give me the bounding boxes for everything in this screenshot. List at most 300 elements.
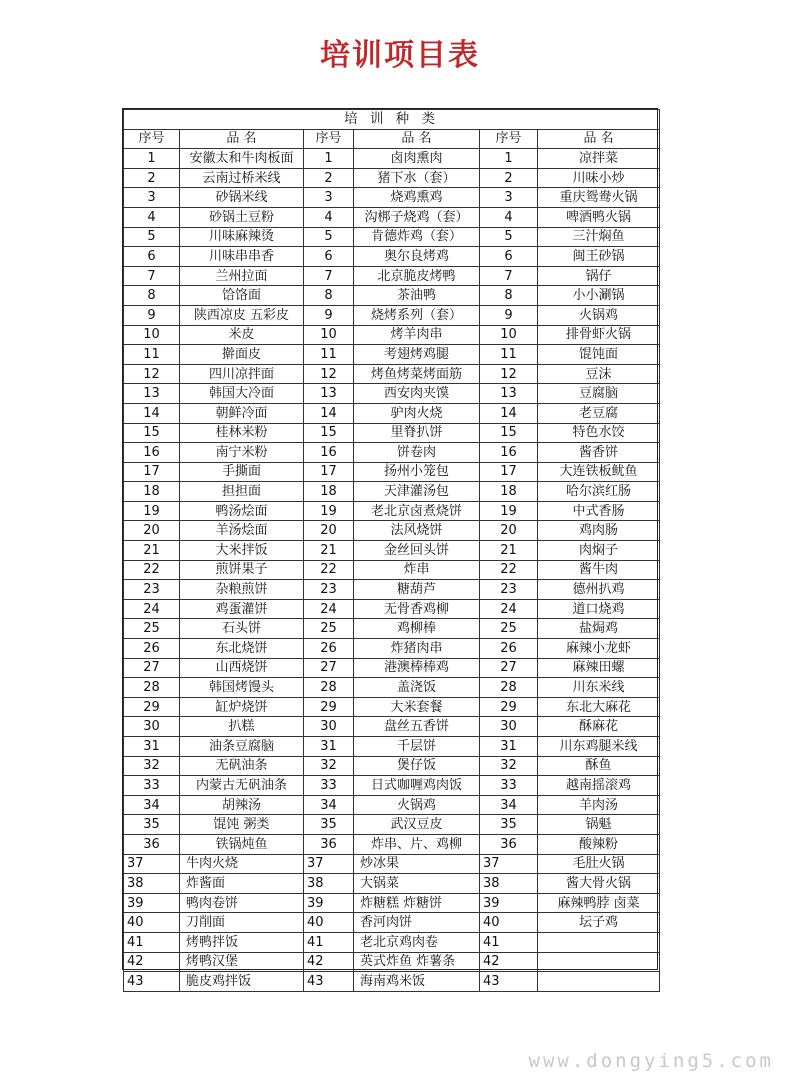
item-name: 川东鸡腿米线 bbox=[538, 737, 660, 757]
item-name: 豆沫 bbox=[538, 364, 660, 384]
item-name: 川味小炒 bbox=[538, 168, 660, 188]
item-number: 27 bbox=[124, 658, 180, 678]
item-number: 39 bbox=[124, 893, 180, 913]
table-row bbox=[124, 972, 660, 992]
item-number: 37 bbox=[480, 854, 538, 874]
item-name: 奥尔良烤鸡 bbox=[354, 247, 480, 267]
item-number: 43 bbox=[124, 972, 180, 992]
item-number: 41 bbox=[124, 932, 180, 952]
item-number: 16 bbox=[480, 443, 538, 463]
table-row bbox=[124, 364, 660, 384]
item-name: 重庆鸳鸯火锅 bbox=[538, 188, 660, 208]
item-number: 18 bbox=[124, 482, 180, 502]
item-name: 酥麻花 bbox=[538, 717, 660, 737]
item-number: 17 bbox=[480, 462, 538, 482]
item-name: 鸡蛋灌饼 bbox=[180, 599, 304, 619]
item-name: 脆皮鸡拌饭 bbox=[180, 972, 304, 992]
item-name: 驴肉火烧 bbox=[354, 403, 480, 423]
item-number: 4 bbox=[124, 207, 180, 227]
item-number: 7 bbox=[304, 266, 354, 286]
item-number: 36 bbox=[480, 834, 538, 854]
item-name: 酱牛肉 bbox=[538, 560, 660, 580]
item-number: 39 bbox=[304, 893, 354, 913]
item-number: 27 bbox=[480, 658, 538, 678]
item-number: 26 bbox=[480, 639, 538, 659]
item-name: 酥鱼 bbox=[538, 756, 660, 776]
item-number: 37 bbox=[124, 854, 180, 874]
item-name: 北京脆皮烤鸭 bbox=[354, 266, 480, 286]
item-number: 22 bbox=[124, 560, 180, 580]
item-number: 27 bbox=[304, 658, 354, 678]
item-number: 31 bbox=[124, 737, 180, 757]
item-number: 23 bbox=[124, 580, 180, 600]
item-name: 烧烤系列（套） bbox=[354, 305, 480, 325]
item-number: 9 bbox=[124, 305, 180, 325]
item-number: 24 bbox=[124, 599, 180, 619]
item-number: 13 bbox=[124, 384, 180, 404]
item-number: 18 bbox=[480, 482, 538, 502]
item-name: 馄饨 粥类 bbox=[180, 815, 304, 835]
item-name: 烤鸭汉堡 bbox=[180, 952, 304, 972]
item-number: 40 bbox=[304, 913, 354, 933]
item-name: 擀面皮 bbox=[180, 345, 304, 365]
item-name: 烤鱼烤菜烤面筋 bbox=[354, 364, 480, 384]
item-number: 10 bbox=[480, 325, 538, 345]
item-name: 扬州小笼包 bbox=[354, 462, 480, 482]
col-header-num: 序号 bbox=[304, 129, 354, 149]
item-number: 34 bbox=[124, 795, 180, 815]
item-name: 里脊扒饼 bbox=[354, 423, 480, 443]
training-grid bbox=[123, 109, 660, 992]
item-name: 锅魁 bbox=[538, 815, 660, 835]
item-number: 36 bbox=[124, 834, 180, 854]
item-name bbox=[538, 952, 660, 972]
table-row bbox=[124, 266, 660, 286]
item-number: 25 bbox=[480, 619, 538, 639]
item-number: 15 bbox=[304, 423, 354, 443]
item-name: 鸡肉肠 bbox=[538, 521, 660, 541]
item-name: 大锅菜 bbox=[354, 874, 480, 894]
item-name: 砂锅土豆粉 bbox=[180, 207, 304, 227]
item-number: 25 bbox=[304, 619, 354, 639]
item-name: 豆腐脑 bbox=[538, 384, 660, 404]
item-number: 42 bbox=[124, 952, 180, 972]
table-row bbox=[124, 207, 660, 227]
item-number: 21 bbox=[304, 541, 354, 561]
item-number: 24 bbox=[304, 599, 354, 619]
table-row bbox=[124, 227, 660, 247]
item-number: 24 bbox=[480, 599, 538, 619]
table-row bbox=[124, 541, 660, 561]
item-number: 16 bbox=[124, 443, 180, 463]
item-number: 12 bbox=[304, 364, 354, 384]
table-row bbox=[124, 678, 660, 698]
table-row bbox=[124, 619, 660, 639]
item-number: 40 bbox=[124, 913, 180, 933]
table-row bbox=[124, 482, 660, 502]
item-name: 鸡柳棒 bbox=[354, 619, 480, 639]
item-name: 日式咖喱鸡肉饭 bbox=[354, 776, 480, 796]
item-number: 15 bbox=[124, 423, 180, 443]
item-name: 川东米线 bbox=[538, 678, 660, 698]
item-number: 33 bbox=[124, 776, 180, 796]
item-number: 8 bbox=[124, 286, 180, 306]
item-number: 30 bbox=[124, 717, 180, 737]
item-number: 20 bbox=[480, 521, 538, 541]
table-row bbox=[124, 717, 660, 737]
item-number: 35 bbox=[480, 815, 538, 835]
page-title: 培训项目表 bbox=[320, 38, 480, 73]
table-row bbox=[124, 932, 660, 952]
col-header-name: 品 名 bbox=[538, 129, 660, 149]
item-name: 羊肉汤 bbox=[538, 795, 660, 815]
table-row bbox=[124, 286, 660, 306]
item-number: 18 bbox=[304, 482, 354, 502]
item-number: 2 bbox=[304, 168, 354, 188]
item-name: 东北烧饼 bbox=[180, 639, 304, 659]
item-number: 17 bbox=[304, 462, 354, 482]
table-row bbox=[124, 247, 660, 267]
item-name: 羊汤烩面 bbox=[180, 521, 304, 541]
item-name: 闽王砂锅 bbox=[538, 247, 660, 267]
item-number: 1 bbox=[304, 149, 354, 169]
col-header-num: 序号 bbox=[480, 129, 538, 149]
column-header-row bbox=[124, 129, 660, 149]
table-row bbox=[124, 560, 660, 580]
item-name: 特色水饺 bbox=[538, 423, 660, 443]
item-name: 油条豆腐脑 bbox=[180, 737, 304, 757]
table-row bbox=[124, 834, 660, 854]
item-name: 大连铁板鱿鱼 bbox=[538, 462, 660, 482]
item-name: 烤鸭拌饭 bbox=[180, 932, 304, 952]
item-number: 3 bbox=[124, 188, 180, 208]
item-number: 11 bbox=[124, 345, 180, 365]
table-row bbox=[124, 893, 660, 913]
item-name: 炸糖糕 炸糖饼 bbox=[354, 893, 480, 913]
item-name: 鸭肉卷饼 bbox=[180, 893, 304, 913]
col-header-name: 品 名 bbox=[180, 129, 304, 149]
item-name: 港澳棒棒鸡 bbox=[354, 658, 480, 678]
item-name: 铁锅炖鱼 bbox=[180, 834, 304, 854]
item-name: 砂锅米线 bbox=[180, 188, 304, 208]
item-number: 19 bbox=[124, 501, 180, 521]
item-name: 南宁米粉 bbox=[180, 443, 304, 463]
item-name: 武汉豆皮 bbox=[354, 815, 480, 835]
item-name: 川味麻辣烫 bbox=[180, 227, 304, 247]
item-name: 排骨虾火锅 bbox=[538, 325, 660, 345]
item-name: 四川凉拌面 bbox=[180, 364, 304, 384]
item-number: 10 bbox=[124, 325, 180, 345]
table-row bbox=[124, 325, 660, 345]
item-number: 25 bbox=[124, 619, 180, 639]
item-number: 33 bbox=[304, 776, 354, 796]
item-name: 火锅鸡 bbox=[538, 305, 660, 325]
item-name: 盐焗鸡 bbox=[538, 619, 660, 639]
item-number: 23 bbox=[304, 580, 354, 600]
item-number: 17 bbox=[124, 462, 180, 482]
item-number: 12 bbox=[124, 364, 180, 384]
item-name: 西安肉夹馍 bbox=[354, 384, 480, 404]
item-name: 大米套餐 bbox=[354, 697, 480, 717]
item-number: 5 bbox=[124, 227, 180, 247]
item-number: 5 bbox=[304, 227, 354, 247]
item-name: 馄饨面 bbox=[538, 345, 660, 365]
item-number: 7 bbox=[124, 266, 180, 286]
item-name: 陕西凉皮 五彩皮 bbox=[180, 305, 304, 325]
item-name: 越南摇滚鸡 bbox=[538, 776, 660, 796]
item-number: 29 bbox=[480, 697, 538, 717]
item-number: 20 bbox=[124, 521, 180, 541]
item-name: 石头饼 bbox=[180, 619, 304, 639]
item-number: 6 bbox=[304, 247, 354, 267]
item-name: 锅仔 bbox=[538, 266, 660, 286]
item-name: 朝鲜冷面 bbox=[180, 403, 304, 423]
item-number: 9 bbox=[304, 305, 354, 325]
item-name: 酱大骨火锅 bbox=[538, 874, 660, 894]
item-number: 38 bbox=[304, 874, 354, 894]
item-name: 炸酱面 bbox=[180, 874, 304, 894]
table-row bbox=[124, 756, 660, 776]
table-row bbox=[124, 658, 660, 678]
table-row bbox=[124, 168, 660, 188]
item-name: 中式香肠 bbox=[538, 501, 660, 521]
item-number: 32 bbox=[304, 756, 354, 776]
item-name: 烤羊肉串 bbox=[354, 325, 480, 345]
item-number: 11 bbox=[480, 345, 538, 365]
item-number: 40 bbox=[480, 913, 538, 933]
item-number: 14 bbox=[124, 403, 180, 423]
table-row bbox=[124, 403, 660, 423]
item-number: 42 bbox=[304, 952, 354, 972]
table-row bbox=[124, 188, 660, 208]
item-name bbox=[538, 972, 660, 992]
item-name: 韩国烤馒头 bbox=[180, 678, 304, 698]
item-number: 39 bbox=[480, 893, 538, 913]
item-number: 8 bbox=[480, 286, 538, 306]
item-name: 金丝回头饼 bbox=[354, 541, 480, 561]
item-name: 煎饼果子 bbox=[180, 560, 304, 580]
item-name: 大米拌饭 bbox=[180, 541, 304, 561]
item-number: 19 bbox=[304, 501, 354, 521]
table-row bbox=[124, 345, 660, 365]
item-name: 炒冰果 bbox=[354, 854, 480, 874]
section-header-row bbox=[124, 110, 660, 130]
table-row bbox=[124, 776, 660, 796]
item-name: 肯德炸鸡（套） bbox=[354, 227, 480, 247]
item-name: 火锅鸡 bbox=[354, 795, 480, 815]
item-name: 考翅烤鸡腿 bbox=[354, 345, 480, 365]
item-name bbox=[538, 932, 660, 952]
item-name: 手撕面 bbox=[180, 462, 304, 482]
item-number: 14 bbox=[304, 403, 354, 423]
item-name: 小小涮锅 bbox=[538, 286, 660, 306]
item-number: 23 bbox=[480, 580, 538, 600]
item-name: 海南鸡米饭 bbox=[354, 972, 480, 992]
item-name: 饼卷肉 bbox=[354, 443, 480, 463]
item-number: 15 bbox=[480, 423, 538, 443]
item-name: 酱香饼 bbox=[538, 443, 660, 463]
item-number: 30 bbox=[480, 717, 538, 737]
item-name: 香河肉饼 bbox=[354, 913, 480, 933]
table-row bbox=[124, 815, 660, 835]
item-name: 盖浇饭 bbox=[354, 678, 480, 698]
item-number: 1 bbox=[480, 149, 538, 169]
item-number: 31 bbox=[480, 737, 538, 757]
item-name: 安徽太和牛肉板面 bbox=[180, 149, 304, 169]
item-number: 7 bbox=[480, 266, 538, 286]
item-name: 炸猪肉串 bbox=[354, 639, 480, 659]
item-number: 20 bbox=[304, 521, 354, 541]
item-name: 啤酒鸭火锅 bbox=[538, 207, 660, 227]
item-number: 9 bbox=[480, 305, 538, 325]
item-name: 兰州拉面 bbox=[180, 266, 304, 286]
col-header-name: 品 名 bbox=[354, 129, 480, 149]
item-name: 云南过桥米线 bbox=[180, 168, 304, 188]
item-name: 三汁焖鱼 bbox=[538, 227, 660, 247]
item-number: 4 bbox=[480, 207, 538, 227]
item-number: 41 bbox=[304, 932, 354, 952]
item-name: 麻辣田螺 bbox=[538, 658, 660, 678]
item-name: 法风烧饼 bbox=[354, 521, 480, 541]
item-name: 炸串、片、鸡柳 bbox=[354, 834, 480, 854]
site-watermark: www.dongying5.com bbox=[528, 1050, 774, 1072]
item-name: 米皮 bbox=[180, 325, 304, 345]
table-row bbox=[124, 384, 660, 404]
item-number: 6 bbox=[480, 247, 538, 267]
item-name: 坛子鸡 bbox=[538, 913, 660, 933]
item-name: 英式炸鱼 炸薯条 bbox=[354, 952, 480, 972]
item-name: 酸辣粉 bbox=[538, 834, 660, 854]
item-name: 无矾油条 bbox=[180, 756, 304, 776]
item-number: 4 bbox=[304, 207, 354, 227]
table-row bbox=[124, 737, 660, 757]
table-row bbox=[124, 521, 660, 541]
item-name: 卤肉熏肉 bbox=[354, 149, 480, 169]
item-number: 36 bbox=[304, 834, 354, 854]
item-number: 26 bbox=[304, 639, 354, 659]
item-number: 2 bbox=[480, 168, 538, 188]
table-row bbox=[124, 443, 660, 463]
table-row bbox=[124, 795, 660, 815]
item-number: 12 bbox=[480, 364, 538, 384]
item-number: 38 bbox=[480, 874, 538, 894]
table-row bbox=[124, 149, 660, 169]
item-number: 42 bbox=[480, 952, 538, 972]
item-name: 糖葫芦 bbox=[354, 580, 480, 600]
item-name: 老北京鸡肉卷 bbox=[354, 932, 480, 952]
item-name: 哈尔滨红肠 bbox=[538, 482, 660, 502]
item-number: 22 bbox=[480, 560, 538, 580]
item-name: 山西烧饼 bbox=[180, 658, 304, 678]
item-name: 担担面 bbox=[180, 482, 304, 502]
item-name: 麻辣小龙虾 bbox=[538, 639, 660, 659]
item-number: 14 bbox=[480, 403, 538, 423]
item-name: 饸饹面 bbox=[180, 286, 304, 306]
item-number: 29 bbox=[304, 697, 354, 717]
table-row bbox=[124, 639, 660, 659]
table-row bbox=[124, 599, 660, 619]
item-name: 刀削面 bbox=[180, 913, 304, 933]
item-number: 13 bbox=[304, 384, 354, 404]
item-name: 烧鸡熏鸡 bbox=[354, 188, 480, 208]
item-number: 43 bbox=[304, 972, 354, 992]
item-name: 德州扒鸡 bbox=[538, 580, 660, 600]
item-number: 5 bbox=[480, 227, 538, 247]
item-number: 16 bbox=[304, 443, 354, 463]
item-number: 28 bbox=[304, 678, 354, 698]
item-number: 19 bbox=[480, 501, 538, 521]
item-name: 川味串串香 bbox=[180, 247, 304, 267]
table-row bbox=[124, 580, 660, 600]
item-name: 麻辣鸭脖 卤菜 bbox=[538, 893, 660, 913]
item-number: 34 bbox=[304, 795, 354, 815]
training-table bbox=[122, 108, 658, 989]
section-header: 培 训 种 类 bbox=[124, 110, 660, 130]
table-row bbox=[124, 501, 660, 521]
item-name: 杂粮煎饼 bbox=[180, 580, 304, 600]
item-number: 26 bbox=[124, 639, 180, 659]
item-number: 22 bbox=[304, 560, 354, 580]
table-row bbox=[124, 462, 660, 482]
item-name: 茶油鸭 bbox=[354, 286, 480, 306]
item-name: 道口烧鸡 bbox=[538, 599, 660, 619]
item-number: 28 bbox=[124, 678, 180, 698]
item-number: 32 bbox=[480, 756, 538, 776]
item-name: 煲仔饭 bbox=[354, 756, 480, 776]
item-number: 1 bbox=[124, 149, 180, 169]
col-header-num: 序号 bbox=[124, 129, 180, 149]
item-number: 28 bbox=[480, 678, 538, 698]
item-number: 34 bbox=[480, 795, 538, 815]
item-name: 缸炉烧饼 bbox=[180, 697, 304, 717]
item-number: 10 bbox=[304, 325, 354, 345]
item-name: 内蒙古无矾油条 bbox=[180, 776, 304, 796]
item-name: 肉焖子 bbox=[538, 541, 660, 561]
item-number: 37 bbox=[304, 854, 354, 874]
item-number: 31 bbox=[304, 737, 354, 757]
item-name: 鸭汤烩面 bbox=[180, 501, 304, 521]
item-name: 东北大麻花 bbox=[538, 697, 660, 717]
table-row bbox=[124, 854, 660, 874]
table-row bbox=[124, 423, 660, 443]
table-row bbox=[124, 952, 660, 972]
item-number: 3 bbox=[304, 188, 354, 208]
item-number: 43 bbox=[480, 972, 538, 992]
item-name: 韩国大冷面 bbox=[180, 384, 304, 404]
item-number: 29 bbox=[124, 697, 180, 717]
item-number: 6 bbox=[124, 247, 180, 267]
item-name: 牛肉火烧 bbox=[180, 854, 304, 874]
table-row bbox=[124, 874, 660, 894]
item-number: 11 bbox=[304, 345, 354, 365]
item-name: 天津灌汤包 bbox=[354, 482, 480, 502]
item-number: 38 bbox=[124, 874, 180, 894]
table-row bbox=[124, 305, 660, 325]
item-name: 老豆腐 bbox=[538, 403, 660, 423]
item-name: 桂林米粉 bbox=[180, 423, 304, 443]
item-name: 凉拌菜 bbox=[538, 149, 660, 169]
item-name: 沟梆子烧鸡（套） bbox=[354, 207, 480, 227]
item-number: 8 bbox=[304, 286, 354, 306]
item-number: 21 bbox=[124, 541, 180, 561]
item-number: 13 bbox=[480, 384, 538, 404]
item-number: 35 bbox=[304, 815, 354, 835]
item-name: 老北京卤煮烧饼 bbox=[354, 501, 480, 521]
table-row bbox=[124, 913, 660, 933]
item-name: 无骨香鸡柳 bbox=[354, 599, 480, 619]
item-number: 33 bbox=[480, 776, 538, 796]
item-number: 3 bbox=[480, 188, 538, 208]
